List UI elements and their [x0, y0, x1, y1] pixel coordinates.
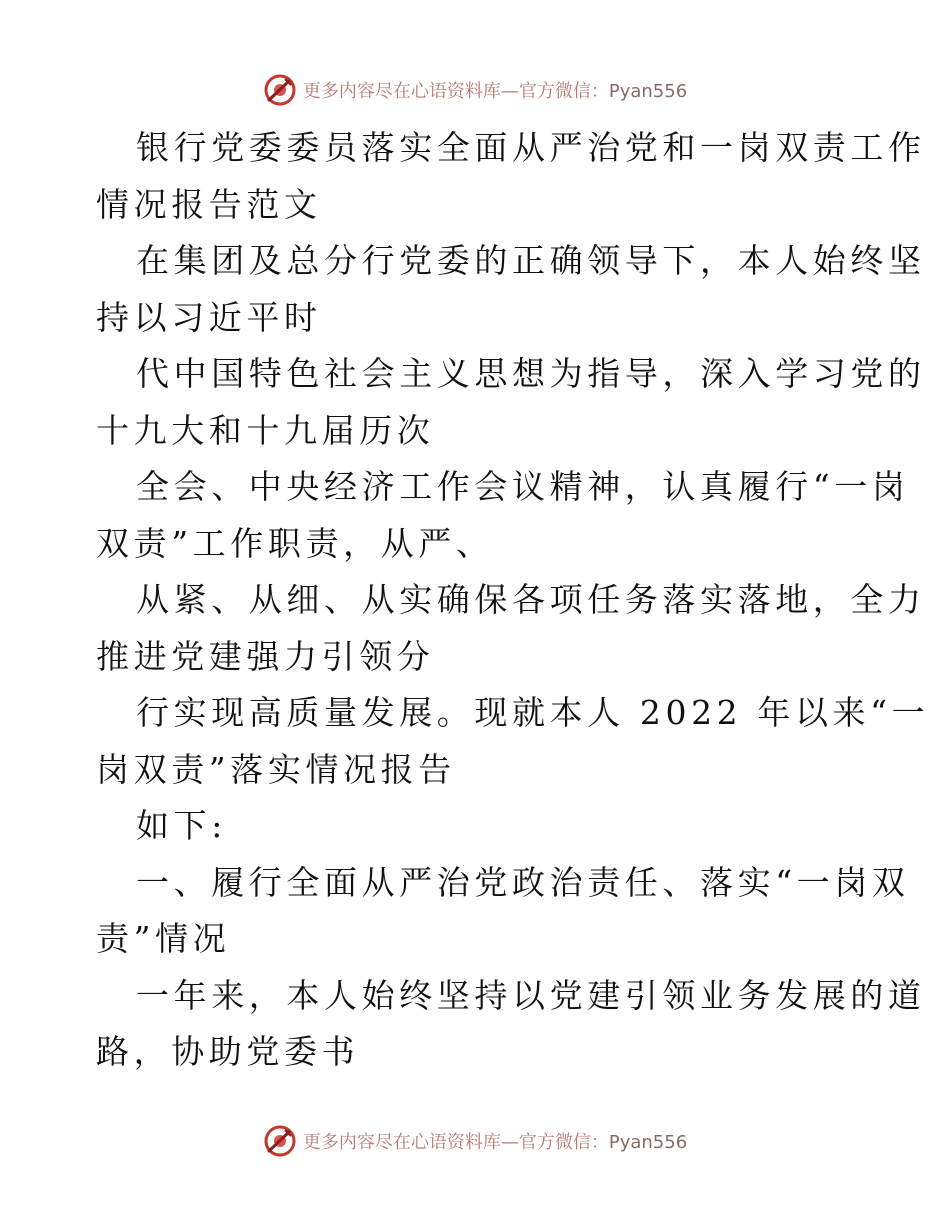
body-line: 十九大和十九届历次 [96, 410, 435, 450]
title-line-1: 银行党委委员落实全面从严治党和一岗双责工作 [136, 128, 926, 167]
body-line: 如下: [136, 806, 227, 845]
body-line: 在集团及总分行党委的正确领导下，本人始终坚 [136, 241, 926, 280]
body-line: 岗双责”落实情况报告 [96, 749, 456, 789]
body-line: 全会、中央经济工作会议精神，认真履行“一岗 [136, 467, 910, 506]
body-line: 从紧、从细、从实确保各项任务落实落地，全力 [136, 580, 926, 619]
footer-banner-text: 更多内容尽在心语资料库—官方微信：Pyan556 [302, 1132, 688, 1153]
body-line: 双责”工作职责，从严、 [96, 523, 494, 563]
header-banner [0, 70, 950, 110]
footer-banner [0, 1121, 950, 1161]
document-body [96, 120, 930, 1081]
footer-wechat-id: Pyan556 [608, 1132, 688, 1153]
body-line: 推进党建强力引领分 [96, 636, 435, 676]
section-heading-line: 责”情况 [96, 919, 231, 958]
header-wechat-id: Pyan556 [608, 81, 688, 102]
body-line: 一年来，本人始终坚持以党建引领业务发展的道 [136, 975, 926, 1015]
logo-icon [263, 73, 297, 107]
header-banner-text: 更多内容尽在心语资料库—官方微信：Pyan556 [302, 81, 688, 102]
body-line: 代中国特色社会主义思想为指导，深入学习党的 [136, 354, 926, 393]
title-line-2: 情况报告范文 [96, 184, 322, 224]
logo-icon [263, 1124, 297, 1158]
body-line: 路，协助党委书 [96, 1032, 360, 1071]
section-heading-line: 一、履行全面从严治党政治责任、落实“一岗双 [136, 862, 910, 902]
body-line: 行实现高质量发展。现就本人 2022 年以来“一 [136, 693, 930, 732]
body-line: 持以习近平时 [96, 297, 322, 337]
